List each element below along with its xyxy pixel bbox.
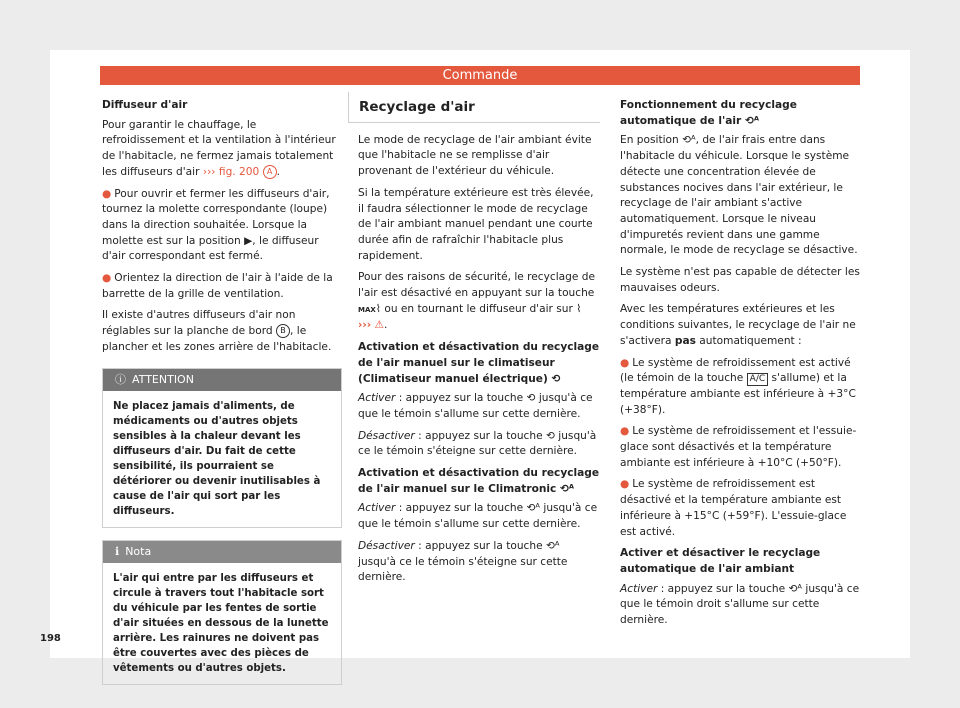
- recirculation-icon: ⟲: [551, 372, 561, 385]
- column-recyclage: [358, 92, 600, 592]
- paragraph: Pour des raisons de sécurité, le recyclage de l'air est désactivé en appuyant sur la touche MAX⌇ ou en tournant le diffuseur d'air sur ⌇ ››› ⚠.: [358, 271, 596, 332]
- bullet-dot-icon: ●: [620, 356, 630, 369]
- text: Pour garantir le chauffage, le refroidissement et la ventilation à l'intérieur de l'habitacle, ne fermez jamais totalement les diffuseurs d'air: [102, 118, 336, 178]
- text: : appuyez sur la touche: [398, 392, 524, 405]
- text: Fonctionnement du recyclage automatique de l'air: [620, 99, 797, 127]
- heading-diffuseur: Diffuseur d'air: [102, 99, 188, 111]
- paragraph: Si la température extérieure est très élevée, il faudra sélectionner le mode de recyclage de l'air ambiant manuel pendant une courte durée afin de rafraîchir l'habitacle plus rapidement.: [358, 186, 594, 262]
- subheading-automatic: [620, 98, 862, 129]
- text: automatiquement :: [699, 334, 802, 347]
- paragraph: Pour garantir le chauffage, le refroidissement et la ventilation à l'intérieur de l'habitacle, ne fermez jamais totalement les diffuseurs d'air ››› fig. 200 A .: [102, 118, 336, 178]
- label-marker-b: B: [276, 324, 290, 338]
- column-automatique: [620, 98, 862, 635]
- label-marker-a: A: [263, 165, 277, 179]
- text: : appuyez sur la touche: [660, 582, 786, 595]
- label: Désactiver: [358, 429, 415, 442]
- text: Activation et désactivation du recyclage de l'air manuel sur le climatiseur (Climatiseur manuel électrique): [358, 341, 600, 385]
- recirculation-auto-icon: ⟲ᴬ: [744, 114, 759, 127]
- text: Pour ouvrir et fermer les diffuseurs d'air, tournez la molette correspondante (loupe) dans la direction souhaitée. Lorsque la molette est sur la position: [102, 187, 330, 247]
- play-arrow-icon: ▶: [244, 234, 253, 247]
- nota-title: Nota: [125, 544, 152, 558]
- attention-title: ATTENTION: [132, 372, 194, 386]
- paragraph: [620, 133, 862, 259]
- bullet-item: [620, 356, 862, 419]
- text: , de l'air frais entre dans l'habitacle du véhicule. Lorsque le système détecte une concentration élevée de substances nocives dans l'air extérieur, le recyclage de l'air ambiant s'active automatiquement. Lorsque le niveau d'impuretés revient dans une gamme normale, le mode de recyclage se désactive.: [620, 134, 858, 257]
- recirculation-auto-icon: ⟲ᴬ: [682, 134, 696, 147]
- recirculation-auto-icon: ⟲ᴬ: [560, 482, 575, 495]
- text: Activation et désactivation du recyclage de l'air manuel sur le Climatronic: [358, 467, 600, 495]
- text: Il existe d'autres diffuseurs d'air non réglables sur la planche de bord: [102, 309, 296, 338]
- subheading-manual: [358, 340, 600, 387]
- attention-box: [102, 368, 342, 528]
- warning-icon: ⓘ: [115, 372, 126, 386]
- bullet-dot-icon: ●: [620, 478, 630, 491]
- ac-key-label: A/C: [747, 373, 768, 386]
- nota-text: L'air qui entre par les diffuseurs et circule à travers tout l'habitacle sort du véhicule par les fentes de sortie d'air situées en dessous de la lunette arrière. Les rainures ne doivent pas être couvertes avec des pièces de vêtements ou d'autres objets.: [113, 572, 329, 674]
- warning-triangle-icon: ⚠: [374, 319, 384, 332]
- nota-body: [103, 563, 341, 684]
- text: : appuyez sur la touche: [418, 539, 543, 552]
- attention-text: Ne placez jamais d'aliments, de médicaments ou d'autres objets sensibles à la chaleur devant les diffuseurs d'air. Du fait de cette sensibilité, ils pourraient se détériorer ou devenir inutilisables à cause de l'air qui sort par les diffuseurs.: [113, 400, 321, 517]
- text: Le système de refroidissement et l'essuie-glace sont désactivés et la température ambiante est inférieure à +10°C (+50°F).: [620, 425, 857, 469]
- defrost-icon: ⌇: [375, 302, 381, 315]
- bullet-dot-icon: ●: [620, 425, 630, 438]
- text: jusqu'à ce que le témoin s'allume sur cette dernière.: [358, 392, 593, 420]
- text: : appuyez sur la touche: [398, 502, 524, 515]
- paragraph: [620, 302, 862, 349]
- defrost-icon: ⌇: [576, 302, 582, 315]
- recirculation-icon: ⟲: [546, 429, 555, 442]
- text: jusqu'à ce le témoin s'éteigne sur cette dernière.: [358, 555, 568, 584]
- text: En position: [620, 134, 679, 147]
- paragraph: [358, 429, 600, 460]
- label: Activer: [620, 582, 658, 595]
- label: Désactiver: [358, 539, 415, 552]
- subheading-climatronic: [358, 466, 600, 497]
- paragraph: [358, 391, 600, 422]
- text: , le plancher et les zones arrière de l'habitacle.: [102, 325, 332, 353]
- attention-header: [103, 369, 341, 391]
- nota-header: [103, 541, 341, 563]
- label: Activer: [358, 502, 396, 515]
- recirculation-icon: ⟲: [526, 392, 536, 405]
- label: Activer: [358, 392, 396, 405]
- text: Avec les températures extérieures et les conditions suivantes, le recyclage de l'air ne s'activera: [620, 303, 856, 347]
- emphasis: pas: [674, 334, 696, 347]
- text: Le système de refroidissement est activé (le témoin de la touche: [620, 356, 851, 385]
- subheading-activate-auto: Activer et désactiver le recyclage automatique de l'air ambiant: [620, 547, 821, 575]
- paragraph: [620, 582, 862, 629]
- info-icon: ℹ: [115, 544, 120, 558]
- figure-link[interactable]: ››› fig. 200: [202, 165, 260, 178]
- bullet-item: [102, 187, 342, 266]
- recirculation-auto-icon: ⟲ᴬ: [546, 539, 560, 552]
- page-number: 198: [40, 633, 61, 644]
- paragraph: Le système n'est pas capable de détecter les mauvaises odeurs.: [620, 266, 860, 294]
- text: : appuyez sur la touche: [418, 429, 543, 442]
- cross-reference[interactable]: ›››: [358, 319, 372, 332]
- text: jusqu'à ce le témoin s'éteigne sur cette dernière.: [358, 429, 597, 458]
- nota-box: [102, 540, 342, 685]
- text: s'allume) et la température ambiante est inférieure à +3°C (+38°F).: [620, 372, 856, 416]
- page-header: Commande: [100, 66, 860, 85]
- text: Orientez la direction de l'air à l'aide de la barrette de la grille de ventilation.: [102, 272, 333, 300]
- bullet-item: [620, 424, 862, 471]
- text: Pour des raisons de sécurité, le recyclage de l'air est désactivé en appuyant sur la touche: [358, 271, 596, 300]
- recirculation-auto-icon: ⟲ᴬ: [526, 502, 540, 515]
- bullet-item: [102, 271, 342, 302]
- section-title: Recyclage d'air: [348, 92, 600, 123]
- bullet-dot-icon: ●: [102, 187, 112, 200]
- max-button-label: MAX: [358, 305, 376, 314]
- column-diffuseur: [102, 98, 342, 685]
- paragraph: [358, 501, 600, 532]
- text: jusqu'à ce que le témoin droit s'allume sur cette dernière.: [620, 582, 860, 627]
- recirculation-auto-icon: ⟲ᴬ: [788, 582, 802, 595]
- text: Le système de refroidissement est désactivé et la température ambiante est inférieure à +15°C (+59°F). L'essuie-glace est activé.: [620, 478, 847, 538]
- text: , le diffuseur d'air correspondant est fermé.: [102, 234, 319, 263]
- text: jusqu'à ce que le témoin s'allume sur cette dernière.: [358, 502, 598, 531]
- bullet-dot-icon: ●: [102, 272, 112, 285]
- paragraph: [102, 308, 342, 355]
- paragraph: Le mode de recyclage de l'air ambiant évite que l'habitacle ne se remplisse d'air provenant de l'extérieur du véhicule.: [358, 133, 592, 178]
- paragraph: [358, 539, 600, 586]
- text: ou en tournant le diffuseur d'air sur: [384, 302, 573, 315]
- bullet-item: [620, 477, 862, 540]
- attention-body: [103, 391, 341, 527]
